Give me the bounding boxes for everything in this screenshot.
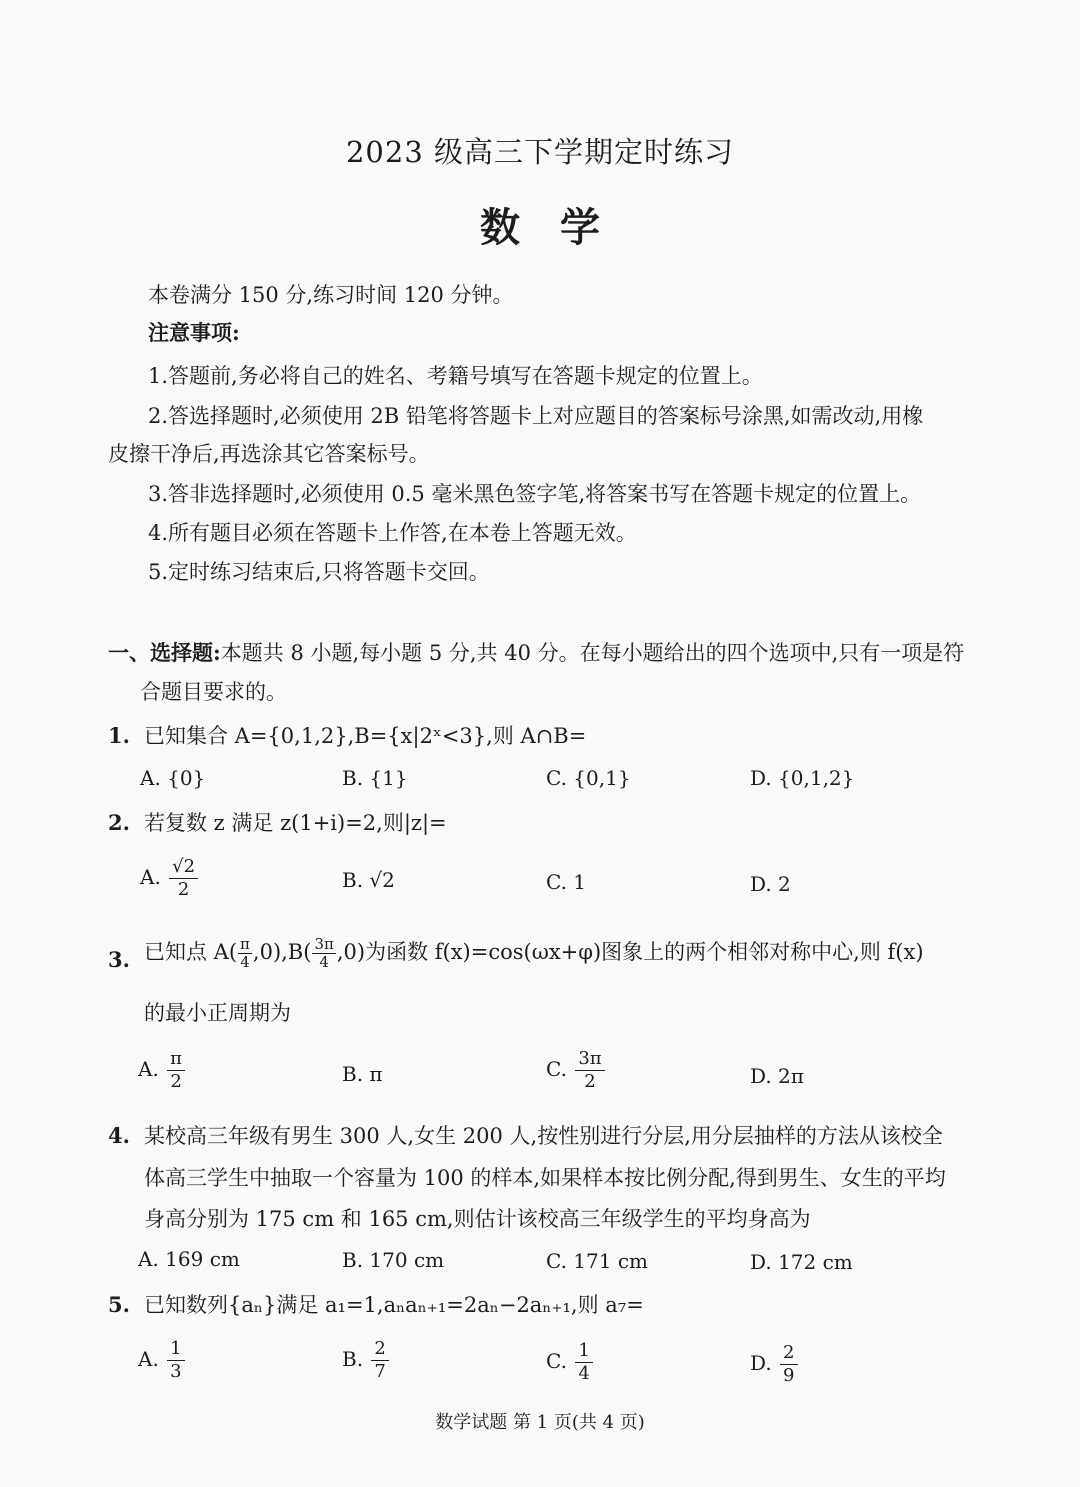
note-2-cont: 皮擦干净后,再选涂其它答案标号。 [108,442,430,466]
q4-stem-line1: 某校高三年级有男生 300 人,女生 200 人,按性别进行分层,用分层抽样的方法从该校全 [144,1124,943,1148]
notes-heading: 注意事项: [148,320,240,345]
q2-option-b-value: √2 [369,868,395,892]
subject-title: 数学 [480,204,640,251]
q3-option-a [138,1048,187,1093]
note-3: 3.答非选择题时,必须使用 0.5 毫米黑色签字笔,将答案书写在答题卡规定的位置上。 [148,482,922,506]
section-1-desc: 本题共 8 小题,每小题 5 分,共 40 分。在每小题给出的四个选项中,只有一项是符 [220,641,965,665]
q3-fraction-1 [238,936,252,971]
q3-option-a-den: 2 [170,1071,182,1092]
q3-fraction-2 [312,936,335,971]
q3-stem-part1: 已知点 A( [144,940,238,964]
q5-option-b-num: 2 [371,1338,388,1361]
q5-number: 5. [108,1292,130,1317]
section-1-label: 一、选择题: [108,640,221,665]
q4-stem-line3: 身高分别为 175 cm 和 165 cm,则估计该校高三年级学生的平均身高为 [144,1207,811,1231]
q5-option-c [546,1340,595,1385]
q4-option-c: C. 171 cm [546,1249,649,1273]
q4-option-a: A. 169 cm [138,1247,240,1271]
note-4: 4.所有题目必须在答题卡上作答,在本卷上答题无效。 [148,521,637,545]
q5-option-c-den: 4 [578,1363,590,1384]
q4-option-d: D. 172 cm [750,1250,853,1274]
q1-option-a: A. {0} [140,766,206,790]
q1-number: 1. [108,723,130,748]
note-2: 2.答选择题时,必须使用 2B 铅笔将答题卡上对应题目的答案标号涂黑,如需改动,用橡 [148,404,924,428]
q3-option-c-fraction [575,1048,604,1093]
note-5: 5.定时练习结束后,只将答题卡交回。 [148,560,490,584]
q2-stem: 若复数 z 满足 z(1+i)=2,则|z|= [144,811,447,835]
q5-option-d-fraction [780,1342,797,1387]
score-line: 本卷满分 150 分,练习时间 120 分钟。 [148,283,514,307]
q3-option-a-num: π [167,1048,185,1071]
exam-title: 2023 级高三下学期定时练习 [345,135,735,169]
q2-option-d: D. 2 [750,872,791,896]
q5-option-c-fraction [575,1340,592,1385]
q3-option-c-label: C. [546,1057,567,1081]
q4-option-b: B. 170 cm [342,1248,445,1272]
q3-option-c-den: 2 [584,1071,596,1092]
q2-option-a [140,856,200,901]
q3-option-a-label: A. [138,1057,159,1081]
section-1-desc-cont: 合题目要求的。 [140,680,287,704]
q3-fraction-2-num: 3π [314,935,334,953]
q3-fraction-2-den: 4 [319,953,329,971]
q2-option-a-den: 2 [177,879,190,900]
q2-option-b-label: B. [342,868,364,892]
q3-number: 3. [108,947,130,972]
q3-option-a-fraction [167,1048,185,1093]
q3-option-d: D. 2π [750,1064,804,1088]
q5-option-a [138,1338,187,1383]
q5-option-a-den: 3 [170,1361,182,1382]
q4-number: 4. [108,1123,130,1148]
q3-option-c [546,1048,607,1093]
q3-fraction-1-num: π [240,935,250,953]
q5-option-a-fraction [167,1338,184,1383]
q2-option-a-num: √2 [169,856,198,879]
q5-option-c-label: C. [546,1349,567,1373]
q1-option-c: C. {0,1} [546,766,631,790]
q2-option-a-fraction [169,856,198,901]
q5-option-d-den: 9 [783,1365,795,1386]
q5-option-b-den: 7 [374,1361,386,1382]
q5-option-b-label: B. [342,1347,364,1371]
q3-option-c-num: 3π [575,1048,604,1071]
note-1: 1.答题前,务必将自己的姓名、考籍号填写在答题卡规定的位置上。 [148,364,763,388]
q2-option-b [342,868,395,892]
q5-option-a-num: 1 [167,1338,184,1361]
q2-number: 2. [108,810,130,835]
q5-option-d [750,1342,800,1387]
q5-option-c-num: 1 [575,1340,592,1363]
q3-fraction-1-den: 4 [240,953,250,971]
q3-stem-line2: 的最小正周期为 [144,1001,291,1025]
q5-stem: 已知数列{aₙ}满足 a₁=1,aₙaₙ₊₁=2aₙ−2aₙ₊₁,则 a₇= [144,1293,644,1317]
q5-option-d-label: D. [750,1351,772,1375]
q1-option-b: B. {1} [342,766,408,790]
q2-option-a-label: A. [140,865,161,889]
q1-option-d: D. {0,1,2} [750,766,855,790]
page-footer: 数学试题 第 1 页(共 4 页) [435,1412,645,1433]
q5-option-b [342,1338,391,1383]
q5-option-b-fraction [371,1338,388,1383]
q2-option-c: C. 1 [546,870,587,894]
q3-stem-part3: ,0)为函数 f(x)=cos(ωx+φ)图象上的两个相邻对称中心,则 f(x) [336,940,924,964]
section-1-heading [108,638,964,668]
q3-option-b: B. π [342,1062,383,1086]
q3-stem [144,936,924,971]
q5-option-d-num: 2 [780,1342,797,1365]
q3-stem-part2: ,0),B( [252,940,312,964]
q5-option-a-label: A. [138,1347,159,1371]
q4-stem-line2: 体高三学生中抽取一个容量为 100 的样本,如果样本按比例分配,得到男生、女生的平均 [144,1166,946,1190]
q1-stem: 已知集合 A={0,1,2},B={x|2ˣ<3},则 A∩B= [144,724,587,748]
